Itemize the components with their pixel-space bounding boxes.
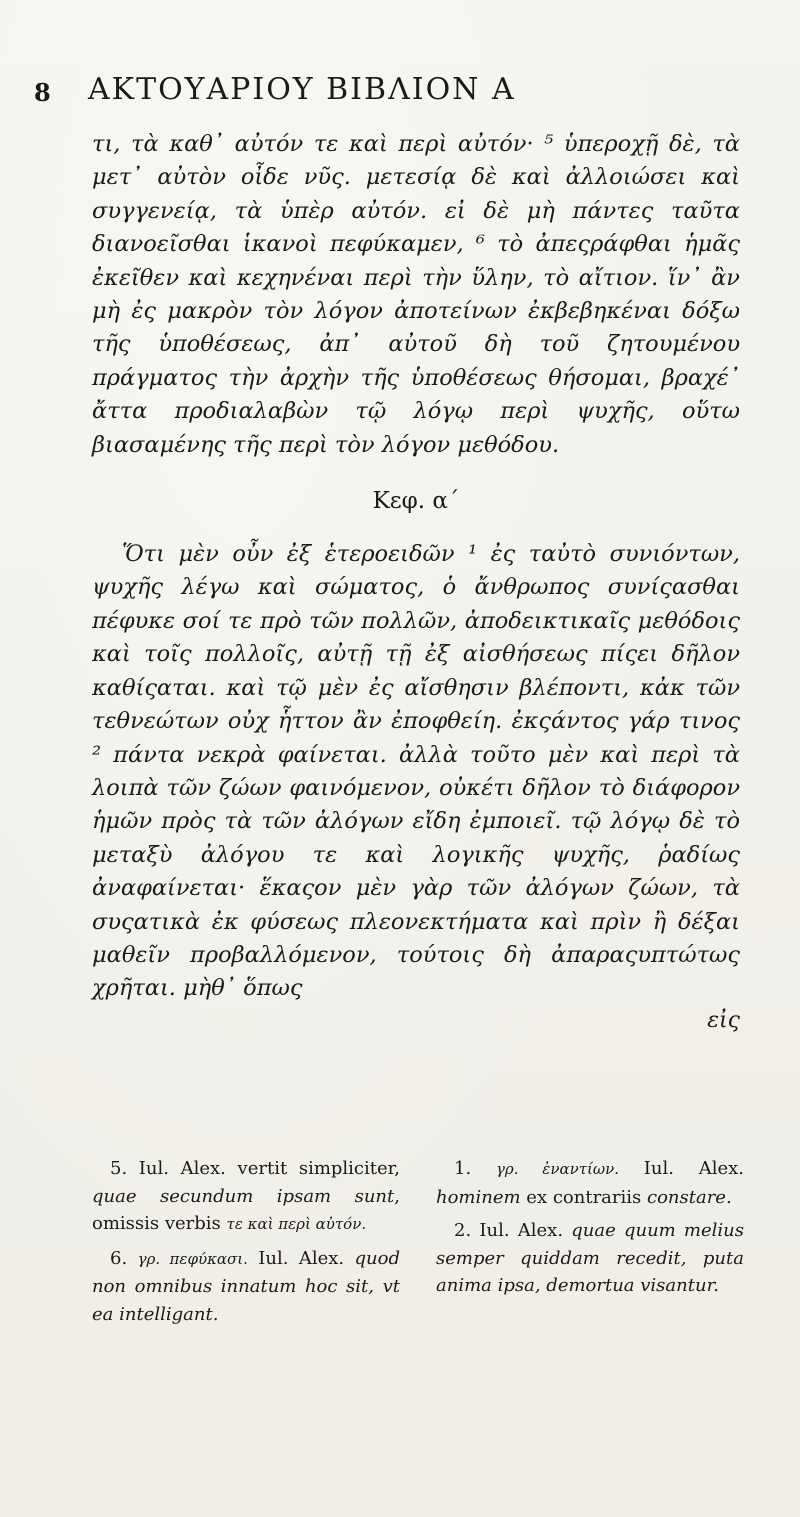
footnote-1-latin: hominem bbox=[436, 1186, 521, 1208]
main-text bbox=[92, 128, 740, 1036]
footnote-1-mid: ex contrariis bbox=[520, 1186, 647, 1208]
footnote-1-source: Iul. Alex. bbox=[619, 1158, 744, 1179]
footnote-5 bbox=[92, 1155, 400, 1239]
page-number: 8 bbox=[34, 78, 51, 107]
footnote-5-latin: quae secundum ipsam sunt bbox=[92, 1185, 395, 1207]
running-title: ΑΚΤΟΥΑΡΙΟΥ ΒΙΒΛΙΟΝ Α bbox=[88, 72, 516, 107]
footnote-1-number: 1. bbox=[454, 1158, 496, 1179]
paragraph-2: Ὅτι μὲν οὖν ἐξ ἑτεροειδῶν ¹ ἐς ταὐτὸ συνιόντων, ψυχῆς λέγω καὶ σώματος, ὁ ἄνθρωπος συνίςασθαι πέφυκε σοί τε πρὸ τῶν πολλῶν, ἀποδεικτικαῖς μεθόδοις καὶ τοῖς πολλοῖς, αὐτῇ τῇ ἐξ αἰσθήσεως πίςει δῆλον καθίςαται. καὶ τῷ μὲν ἐς αἴσθησιν βλέποντι, κἀκ τῶν τεθνεώτων οὐχ ἧττον ἂν ἐποφθείη. ἐκςάντος γάρ τινος ² πάντα νεκρὰ φαίνεται. ἀλλὰ τοῦτο μὲν καὶ περὶ τὰ λοιπὰ τῶν ζώων φαινόμενον, οὐκέτι δῆλον τὸ διάφορον ἡμῶν πρὸς τὰ τῶν ἀλόγων εἴδη ἐμποιεῖ. τῷ λόγῳ δὲ τὸ μεταξὺ ἀλόγου τε καὶ λογικῆς ψυχῆς, ῥαδίως ἀναφαίνεται· ἕκαςον μὲν γὰρ τῶν ἀλόγων ζώων, τὰ συςατικὰ ἐκ φύσεως πλεονεκτήματα καὶ πρὶν ἢ δέξαι μαθεῖν προβαλλόμενον, τούτοις δὴ ἀπαραςυπτώτως χρῆται. μὴθ᾽ ὅπως bbox=[92, 541, 740, 1002]
footnote-1 bbox=[436, 1155, 744, 1211]
footnote-6-source: Iul. Alex. bbox=[247, 1247, 355, 1269]
footnotes bbox=[92, 1155, 744, 1334]
footnote-2-latin: quae quum melius semper quiddam recedit, puta anima ipsa, demortua visantur. bbox=[436, 1220, 744, 1296]
footnote-1-latin-2: constare. bbox=[646, 1186, 732, 1208]
footnote-2-source: 2. Iul. Alex. bbox=[454, 1220, 572, 1241]
footnotes-left-column bbox=[92, 1155, 400, 1334]
footnote-6-number: 6. bbox=[110, 1247, 138, 1269]
footnote-6-greek: γρ. πεφύκασι. bbox=[137, 1249, 248, 1268]
chapter-heading: Κεφ. α΄ bbox=[372, 488, 460, 515]
footnote-2 bbox=[436, 1217, 744, 1300]
footnotes-right-column bbox=[436, 1155, 744, 1334]
footnote-1-greek: γρ. ἐναντίων. bbox=[495, 1160, 620, 1178]
footnote-6 bbox=[92, 1245, 400, 1329]
paragraph-1: τι, τὰ καθ᾽ αὐτόν τε καὶ περὶ αὐτόν· ⁵ ὑπεροχῇ δὲ, τὰ μετ᾽ αὐτὸν οἶδε νῦς. μετεσίᾳ δὲ καὶ ἀλλοιώσει καὶ συγγενείᾳ, τὰ ὑπὲρ αὐτόν. εἰ δὲ μὴ πάντες ταῦτα διανοεῖσθαι ἱκανοὶ πεφύκαμεν, ⁶ τὸ ἀπεςράφθαι ἡμᾶς ἐκεῖθεν καὶ κεχηνέναι περὶ τὴν ὕλην, τὸ αἴτιον. ἵν᾽ ἂν μὴ ἐς μακρὸν τὸν λόγον ἀποτείνων ἐκβεβηκέναι δόξω τῆς ὑποθέσεως, ἀπ᾽ αὐτοῦ δὴ τοῦ ζητουμένου πράγματος τὴν ἀρχὴν τῆς ὑποθέσεως θήσομαι, βραχέ᾽ ἄττα προδιαλαβὼν τῷ λόγῳ περὶ ψυχῆς, οὕτω βιασαμένης τῆς περὶ τὸν λόγον μεθόδου. bbox=[92, 131, 740, 458]
footnote-5-greek: τε καὶ περὶ αὐτόν. bbox=[226, 1215, 367, 1233]
footnote-5-text: 5. Iul. Alex. vertit simpliciter, bbox=[110, 1158, 400, 1179]
footnote-6-latin: quod non omnibus innatum hoc sit, vt ea intelligant. bbox=[92, 1247, 400, 1325]
catchword: εἰς bbox=[707, 1007, 740, 1033]
page-header bbox=[28, 72, 740, 112]
footnote-5-tail: , omissis verbis bbox=[92, 1185, 400, 1234]
